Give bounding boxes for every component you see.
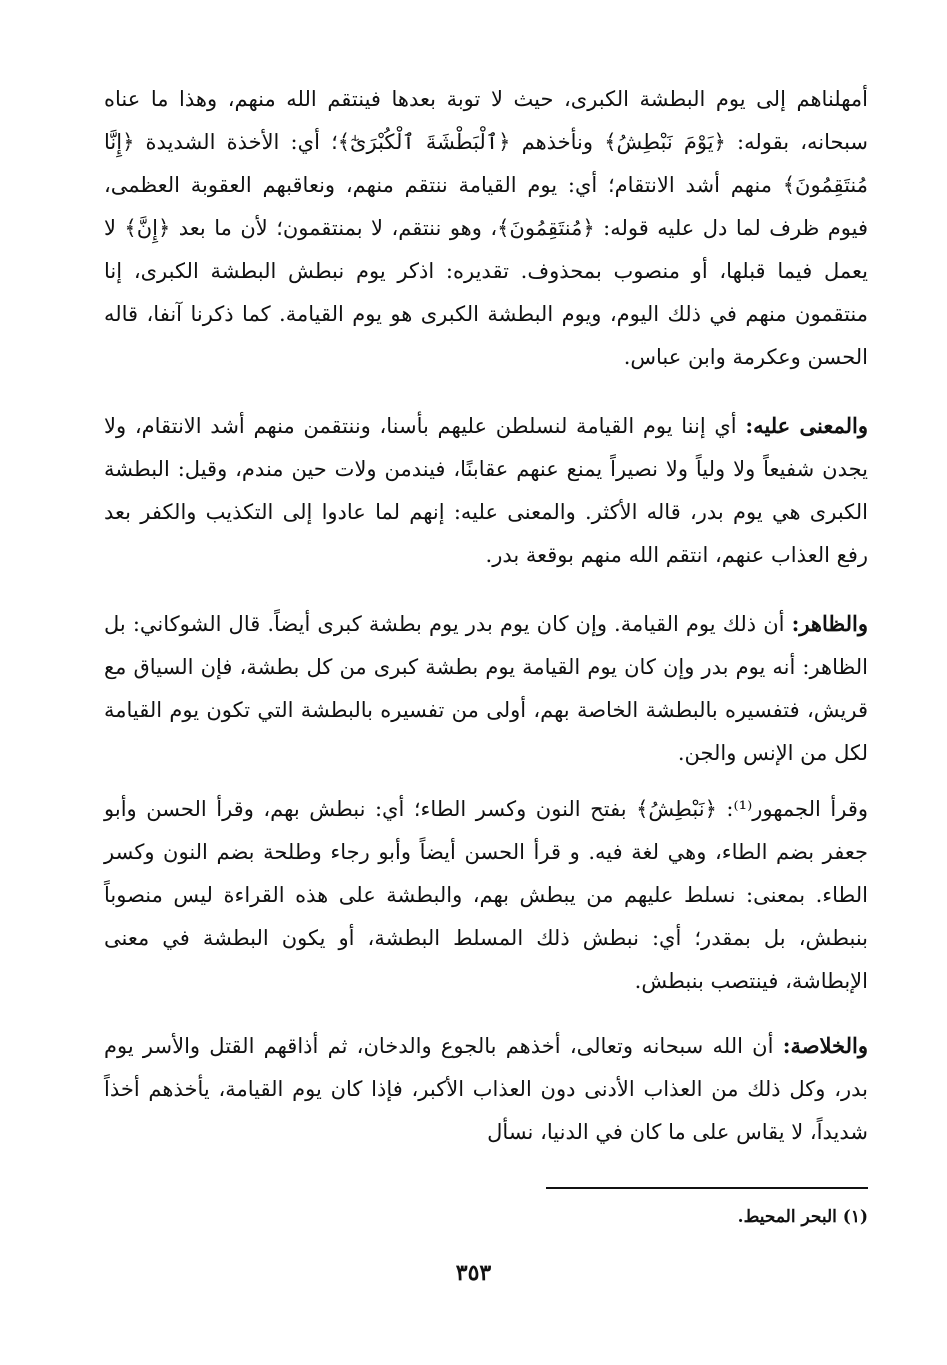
paragraph-3-text: أن ذلك يوم القيامة. وإن كان يوم بدر يوم بطشة كبرى أيضاً. قال الشوكاني: بل الظاهر: أنه يوم بدر وإن كان يوم القيامة يوم بطشة كبرى من كل بطشة، فإن السياق مع قريش، فتفسيره بالبطشة الخاصة بهم، أولى من تفسيره بالبطشة التي تكون يوم القيامة لكل من الإنس والجن. xyxy=(104,612,868,765)
footnote-divider xyxy=(546,1187,868,1189)
paragraph-3-lead: والظاهر: xyxy=(791,611,868,636)
footnote: (١) البحر المحيط. xyxy=(737,1207,868,1227)
paragraph-1 xyxy=(104,78,868,379)
page-number: ٣٥٣ xyxy=(455,1260,492,1286)
paragraph-5-text: أن الله سبحانه وتعالى، أخذهم بالجوع والدخان، ثم أذاقهم القتل والأسر يوم بدر، وكل ذلك من العذاب الأدنى دون العذاب الأكبر، فإذا كان يوم القيامة، يأخذهم أخذاً شديداً، لا يقاس على ما كان في الدنيا، نسأل xyxy=(104,1034,868,1144)
paragraph-4 xyxy=(104,788,868,1003)
paragraph-5-lead: والخلاصة: xyxy=(782,1033,868,1058)
paragraph-5 xyxy=(104,1024,868,1154)
paragraph-2-text: أي إننا يوم القيامة لنسلطن عليهم بأسنا، وننتقمن منهم أشد الانتقام، ولا يجدن شفيعاً ولا ولياً ولا نصيراً يمنع عنهم عقابنًا، فيندمن ولات حين مندم، وقيل: البطشة الكبرى هي يوم بدر، قاله الأكثر. والمعنى عليه: إنهم لما عادوا إلى التكذيب والكفر بعد رفع العذاب عنهم، انتقم الله منهم بوقعة بدر. xyxy=(104,414,868,567)
paragraph-2 xyxy=(104,404,868,577)
paragraph-4-text: وقرأ الجمهور⁽¹⁾: ﴿نَبْطِشُ﴾ بفتح النون وكسر الطاء؛ أي: نبطش بهم، وقرأ الحسن وأبو جعفر بضم الطاء، وهي لغة فيه. و قرأ الحسن أيضاً وأبو رجاء وطلحة بضم النون وكسر الطاء. بمعنى: نسلط عليهم من يبطش بهم، والبطشة على هذه القراءة ليس منصوباً بنبطش، بل بمقدر؛ أي: نبطش ذلك المسلط البطشة، أو يكون البطشة في معنى الإبطاشة، فينتصب بنبطش. xyxy=(104,797,868,993)
paragraph-1-text: أمهلناهم إلى يوم البطشة الكبرى، حيث لا توبة بعدها فينتقم الله منهم، وهذا ما عناه سبحانه، بقوله: ﴿يَوْمَ نَبْطِشُ﴾ ونأخذهم ﴿ٱلْبَطْشَةَ ٱلْكُبْرَىٰٓ﴾؛ أي: الأخذة الشديدة ﴿إِنَّا مُنتَقِمُونَ﴾ منهم أشد الانتقام؛ أي: يوم القيامة ننتقم منهم، ونعاقبهم العقوبة العظمى، فيوم ظرف لما دل عليه قوله: ﴿مُنتَقِمُونَ﴾، وهو ننتقم، لا بمنتقمون؛ لأن ما بعد ﴿إِنَّ﴾ لا يعمل فيما قبلها، أو منصوب بمحذوف. تقديره: اذكر يوم نبطش البطشة الكبرى، إنا منتقمون منهم في ذلك اليوم، ويوم البطشة الكبرى هو يوم القيامة. كما ذكرنا آنفا، قاله الحسن وعكرمة وابن عباس. xyxy=(104,87,868,369)
paragraph-2-lead: والمعنى عليه: xyxy=(745,413,868,438)
paragraph-3 xyxy=(104,602,868,775)
